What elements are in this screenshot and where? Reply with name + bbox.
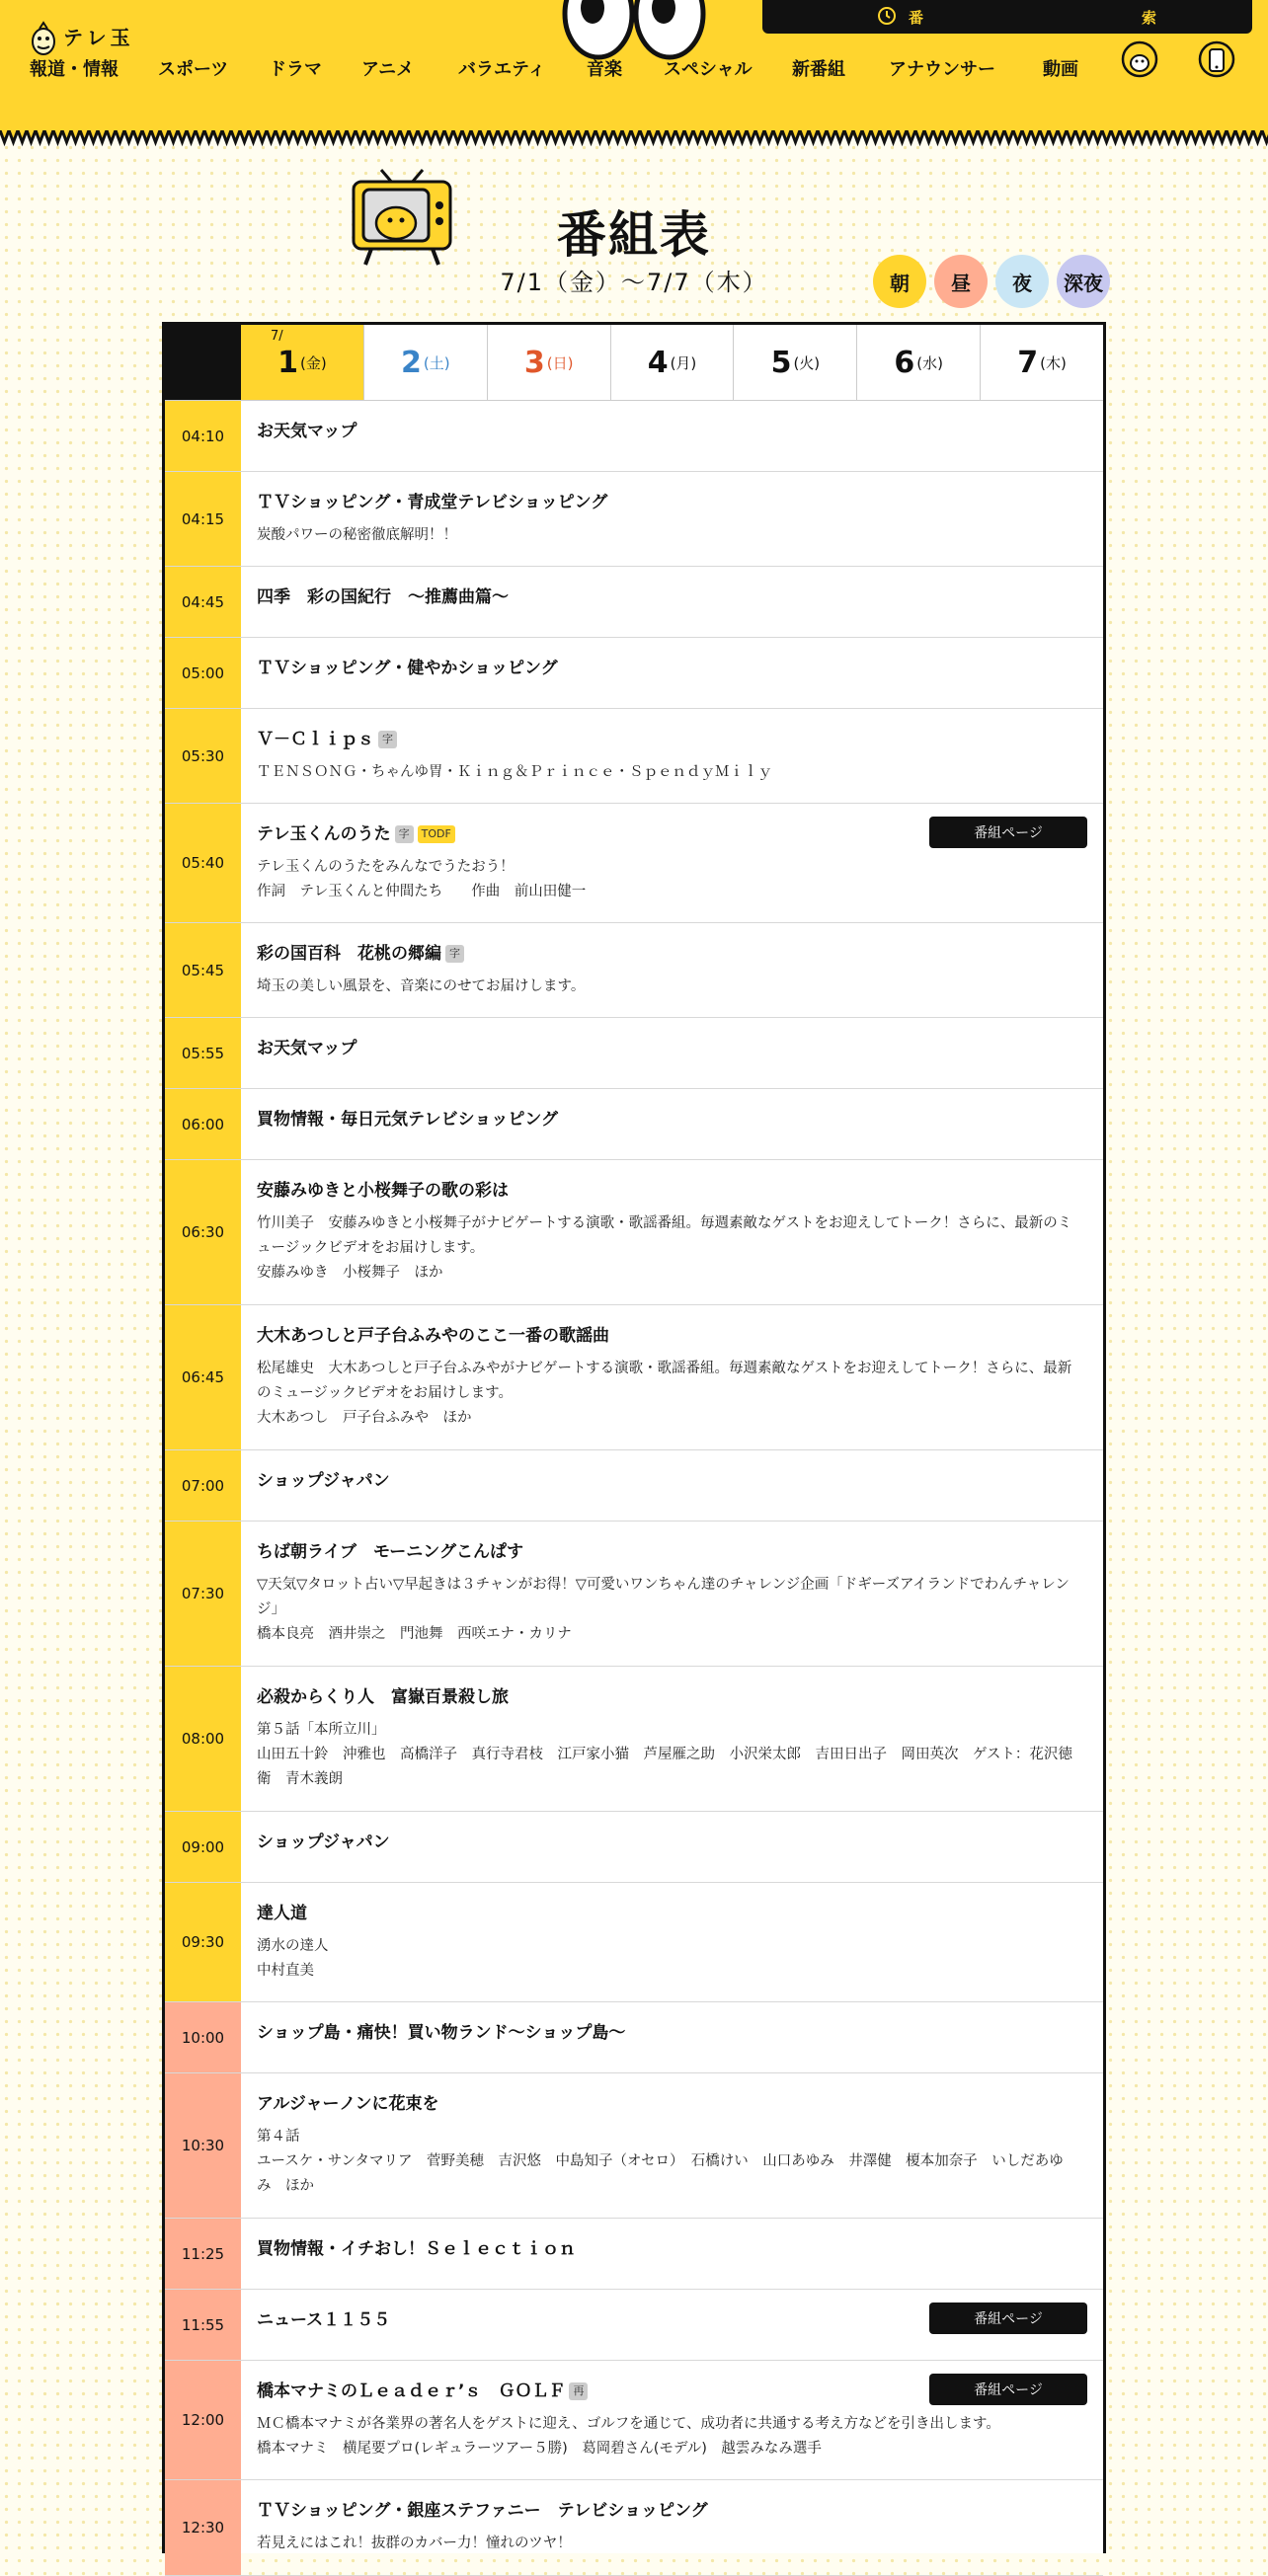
day-tab-4[interactable] <box>610 325 734 400</box>
program-title[interactable]: お天気マップ <box>257 1039 357 1058</box>
day-tab-weekday: (水) <box>916 353 944 372</box>
day-tab-number: 6 <box>894 345 915 380</box>
program-row <box>165 1450 1103 1522</box>
program-row <box>165 2219 1103 2290</box>
program-page-button[interactable]: 番組ページ <box>929 2374 1087 2405</box>
nav-sports[interactable]: スポーツ <box>158 59 229 80</box>
nav-news[interactable]: 報道・情報 <box>30 59 119 80</box>
program-row <box>165 567 1103 638</box>
header-zigzag-edge <box>0 130 1268 148</box>
program-title[interactable]: 買物情報・毎日元気テレビショッピング <box>257 1110 558 1130</box>
program-row <box>165 1522 1103 1667</box>
program-time: 12:00 <box>165 2361 241 2479</box>
program-row <box>165 1089 1103 1160</box>
program-title[interactable]: ＴＶショッピング・青成堂テレビショッピング <box>257 493 608 512</box>
program-cell <box>241 1160 1103 1304</box>
time-of-day-night[interactable]: 夜 <box>995 255 1049 308</box>
program-cell <box>241 2361 1103 2479</box>
program-tag-badge: 字 <box>445 945 464 963</box>
program-description: 山田五十鈴 沖雅也 高橋洋子 真行寺君枝 江戸家小猫 芦屋雁之助 小沢栄太郎 吉田日出子 岡田英次 ゲスト：花沢徳衛 青木義朗 <box>257 1747 1072 1787</box>
program-list <box>165 401 1103 2576</box>
program-row <box>165 1883 1103 2002</box>
program-title[interactable]: 四季 彩の国紀行 ～推薦曲篇～ <box>257 587 509 607</box>
program-title[interactable]: Ｖ－Ｃｌｉｐｓ <box>257 730 374 749</box>
day-tab-number: 3 <box>523 345 545 380</box>
day-tab-number: 4 <box>647 345 669 380</box>
program-cell <box>241 1450 1103 1521</box>
nav-announcers[interactable]: アナウンサー <box>889 59 995 80</box>
program-cell <box>241 1667 1103 1811</box>
program-time: 06:00 <box>165 1089 241 1159</box>
program-row <box>165 2480 1103 2576</box>
program-description: 松尾雄史 大木あつしと戸子台ふみやがナビゲートする演歌・歌謡番組。毎週素敵なゲストをお迎えしてトーク！さらに、最新のミュージックビデオをお届けします。 <box>257 1361 1072 1401</box>
day-tab-number: 5 <box>770 345 792 380</box>
program-cell <box>241 2480 1103 2575</box>
nav-variety[interactable]: バラエティ <box>458 59 546 80</box>
main-nav <box>0 55 1268 85</box>
program-time: 07:00 <box>165 1450 241 1521</box>
program-schedule <box>162 322 1106 2553</box>
program-time: 06:45 <box>165 1305 241 1449</box>
program-cell <box>241 2002 1103 2072</box>
day-tab-5[interactable] <box>733 325 856 400</box>
mascot-eyes-icon <box>559 0 707 63</box>
mascot-icon[interactable] <box>1120 39 1159 79</box>
program-time: 05:40 <box>165 804 241 922</box>
day-tab-weekday: (金) <box>300 353 327 372</box>
program-time: 09:00 <box>165 1812 241 1882</box>
program-page-button[interactable]: 番組ページ <box>929 817 1087 848</box>
program-title-line <box>257 2018 1087 2048</box>
program-title-line <box>257 725 1087 754</box>
program-description: 大木あつし 戸子台ふみや ほか <box>257 1410 472 1426</box>
date-range: 7/1（金）〜7/7（木） <box>500 269 768 296</box>
program-row <box>165 1305 1103 1450</box>
program-cell <box>241 1522 1103 1666</box>
program-row <box>165 2073 1103 2219</box>
program-row <box>165 2290 1103 2361</box>
program-title-line <box>257 1682 1087 1712</box>
program-title-line <box>257 654 1087 683</box>
day-tab-number: 2 <box>400 345 422 380</box>
day-tab-weekday: (火) <box>793 353 821 372</box>
program-title-line <box>257 2234 1087 2264</box>
program-row <box>165 1160 1103 1305</box>
site-header <box>0 0 1268 134</box>
program-cell <box>241 2219 1103 2289</box>
program-cell <box>241 923 1103 1017</box>
program-time: 11:55 <box>165 2290 241 2360</box>
program-title[interactable]: ショップジャパン <box>257 1833 390 1852</box>
program-row <box>165 804 1103 923</box>
program-time: 11:25 <box>165 2219 241 2289</box>
program-title[interactable]: ＴＶショッピング・健やかショッピング <box>257 659 558 678</box>
nav-new-programs[interactable]: 新番組 <box>792 59 845 80</box>
program-time: 09:30 <box>165 1883 241 2001</box>
day-tab-weekday: (土) <box>423 353 450 372</box>
program-time: 04:45 <box>165 567 241 637</box>
program-title[interactable]: 大木あつしと戸子台ふみやのここ一番の歌謡曲 <box>257 1326 609 1346</box>
program-cell <box>241 2073 1103 2218</box>
program-title-line <box>257 2496 1087 2526</box>
program-title[interactable]: アルジャーノンに花束を <box>257 2094 439 2114</box>
program-time: 06:30 <box>165 1160 241 1304</box>
day-header-corner <box>165 325 241 400</box>
program-cell <box>241 1883 1103 2001</box>
program-description: 中村直美 <box>257 1963 314 1979</box>
program-description: 橋本良亮 酒井崇之 門池舞 西咲エナ・カリナ <box>257 1626 572 1642</box>
program-row <box>165 1667 1103 1812</box>
program-page-button[interactable]: 番組ページ <box>929 2303 1087 2334</box>
program-time: 05:00 <box>165 638 241 708</box>
program-time: 10:00 <box>165 2002 241 2072</box>
day-tab-7[interactable] <box>980 325 1103 400</box>
day-tab-number: 7 <box>1017 345 1039 380</box>
program-description: 橋本マナミ 横尾要プロ(レギュラーツアー５勝) 葛岡碧さん(モデル) 越雲みなみ選手 <box>257 2441 822 2457</box>
program-title-line <box>257 417 1087 446</box>
program-row <box>165 2002 1103 2073</box>
program-description: 作詞 テレ玉くんと仲間たち 作曲 前山田健一 <box>257 884 587 899</box>
nav-anime[interactable]: アニメ <box>361 59 415 80</box>
program-time: 04:15 <box>165 472 241 566</box>
program-row <box>165 709 1103 804</box>
day-tab-weekday: (日) <box>546 353 574 372</box>
program-title[interactable]: 買物情報・イチおし！Ｓｅｌｅｃｔｉｏｎ <box>257 2239 576 2259</box>
program-tag-badge: 字 <box>395 825 414 843</box>
program-row <box>165 472 1103 567</box>
program-description: ＭＣ橋本マナミが各業界の著名人をゲストに迎え、ゴルフを通じて、成功者に共通する考え方などを引き出します。 <box>257 2416 1000 2432</box>
program-row <box>165 401 1103 472</box>
time-of-day-late-night[interactable]: 深夜 <box>1057 255 1110 308</box>
program-cell <box>241 401 1103 471</box>
program-title-line <box>257 1034 1087 1063</box>
program-description: 安藤みゆき 小桜舞子 ほか <box>257 1265 443 1281</box>
program-row <box>165 1812 1103 1883</box>
clock-icon <box>877 6 897 26</box>
program-description: 炭酸パワーの秘密徹底解明！！ <box>257 527 457 543</box>
day-tab-2[interactable] <box>363 325 487 400</box>
program-description: 第５話「本所立川」 <box>257 1722 386 1738</box>
program-title-line <box>257 583 1087 612</box>
program-title[interactable]: 橋本マナミのＬｅａｄｅｒ’ｓ ＧＯＬＦ <box>257 2381 566 2401</box>
page-title: 番組表 <box>557 206 711 264</box>
program-time: 05:30 <box>165 709 241 803</box>
program-title[interactable]: ちば朝ライブ モーニングこんぱす <box>257 1542 523 1562</box>
program-tag-badge: 字 <box>378 731 397 748</box>
program-tag-badge: 再 <box>569 2382 588 2400</box>
program-cell <box>241 1305 1103 1449</box>
program-description: ユースケ・サンタマリア 菅野美穂 吉沢悠 中島知子（オセロ） 石橋けい 山口あゆみ 井澤健 榎本加奈子 いしだあゆみ ほか <box>257 2153 1064 2194</box>
day-tab-3[interactable] <box>487 325 610 400</box>
program-description: ▽天気▽タロット占い▽早起きは３チャンがお得！▽可愛いワンちゃん達のチャレンジ企画「ドギーズアイランドでわんチャレンジ」 <box>257 1577 1070 1617</box>
program-row <box>165 638 1103 709</box>
time-of-day-noon[interactable]: 昼 <box>934 255 988 308</box>
program-title[interactable]: 必殺からくり人 富嶽百景殺し旅 <box>257 1687 509 1707</box>
search-bar[interactable] <box>762 0 1252 34</box>
program-title[interactable]: ニュース１１５５ <box>257 2310 391 2330</box>
day-tab-month: 7/ <box>271 329 283 344</box>
program-description: 湧水の達人 <box>257 1938 329 1954</box>
program-time: 12:30 <box>165 2480 241 2575</box>
program-guide-link[interactable]: 番 <box>909 9 924 27</box>
program-description: ＴＥＮＳＯＮＧ・ちゃんゆ胃・Ｋｉｎｇ＆Ｐｒｉｎｃｅ・ＳｐｅｎｄｙＭｉｌｙ <box>257 764 772 780</box>
day-tabs <box>165 325 1103 401</box>
day-tab-weekday: (月) <box>670 353 697 372</box>
program-title-line <box>257 1105 1087 1134</box>
program-time: 08:00 <box>165 1667 241 1811</box>
program-row <box>165 1018 1103 1089</box>
program-row <box>165 2361 1103 2480</box>
program-title[interactable]: ＴＶショッピング・銀座ステファニー テレビショッピング <box>257 2501 708 2521</box>
program-description: 第４話 <box>257 2129 300 2145</box>
program-title-line <box>257 1466 1087 1496</box>
program-title-line <box>257 1828 1087 1857</box>
program-cell <box>241 1812 1103 1882</box>
program-title-line <box>257 1176 1087 1206</box>
program-title[interactable]: テレ玉くんのうた <box>257 824 391 844</box>
program-title[interactable]: 安藤みゆきと小桜舞子の歌の彩は <box>257 1181 509 1201</box>
program-time: 05:45 <box>165 923 241 1017</box>
program-title[interactable]: 達人道 <box>257 1904 307 1923</box>
program-title[interactable]: ショップジャパン <box>257 1471 390 1491</box>
day-tab-number: 1 <box>277 345 298 380</box>
program-title-line <box>257 488 1087 517</box>
program-row <box>165 923 1103 1018</box>
app-icon[interactable] <box>1197 39 1236 79</box>
program-cell <box>241 804 1103 922</box>
program-description: 埼玉の美しい風景を、音楽にのせてお届けします。 <box>257 978 586 994</box>
program-cell <box>241 709 1103 803</box>
program-description: 竹川美子 安藤みゆきと小桜舞子がナビゲートする演歌・歌謡番組。毎週素敵なゲストをお迎えしてトーク！さらに、最新のミュージックビデオをお届けします。 <box>257 1215 1072 1256</box>
program-title[interactable]: 彩の国百科 花桃の郷編 <box>257 944 441 964</box>
program-cell <box>241 1089 1103 1159</box>
program-description: テレ玉くんのうたをみんなでうたおう！ <box>257 859 515 875</box>
program-cell <box>241 567 1103 637</box>
program-cell <box>241 2290 1103 2360</box>
program-time: 05:55 <box>165 1018 241 1088</box>
nav-music[interactable]: 音楽 <box>587 59 622 80</box>
time-of-day-morning[interactable]: 朝 <box>873 255 926 308</box>
nav-drama[interactable]: ドラマ <box>269 59 322 80</box>
program-title-line <box>257 2089 1087 2119</box>
program-title[interactable]: お天気マップ <box>257 422 357 441</box>
search-link[interactable]: 索 <box>1142 9 1157 27</box>
program-description: 若見えにはこれ！抜群のカバー力！憧れのツヤ！ <box>257 2536 572 2551</box>
program-cell <box>241 472 1103 566</box>
program-title[interactable]: ショップ島・痛快！買い物ランド～ショップ島～ <box>257 2023 626 2043</box>
todf-badge: TODF <box>418 825 455 843</box>
nav-videos[interactable]: 動画 <box>1043 59 1078 80</box>
program-title-line <box>257 1899 1087 1928</box>
program-title-line <box>257 1537 1087 1567</box>
program-cell <box>241 1018 1103 1088</box>
program-time: 07:30 <box>165 1522 241 1666</box>
day-tab-6[interactable] <box>856 325 980 400</box>
day-tab-1[interactable] <box>241 325 363 400</box>
nav-special[interactable]: スペシャル <box>664 59 753 80</box>
logo-text[interactable]: テレ玉 <box>63 26 134 49</box>
program-title-line <box>257 1321 1087 1351</box>
program-title-line <box>257 939 1087 969</box>
day-tab-weekday: (木) <box>1040 353 1067 372</box>
program-time: 10:30 <box>165 2073 241 2218</box>
program-time: 04:10 <box>165 401 241 471</box>
program-cell <box>241 638 1103 708</box>
